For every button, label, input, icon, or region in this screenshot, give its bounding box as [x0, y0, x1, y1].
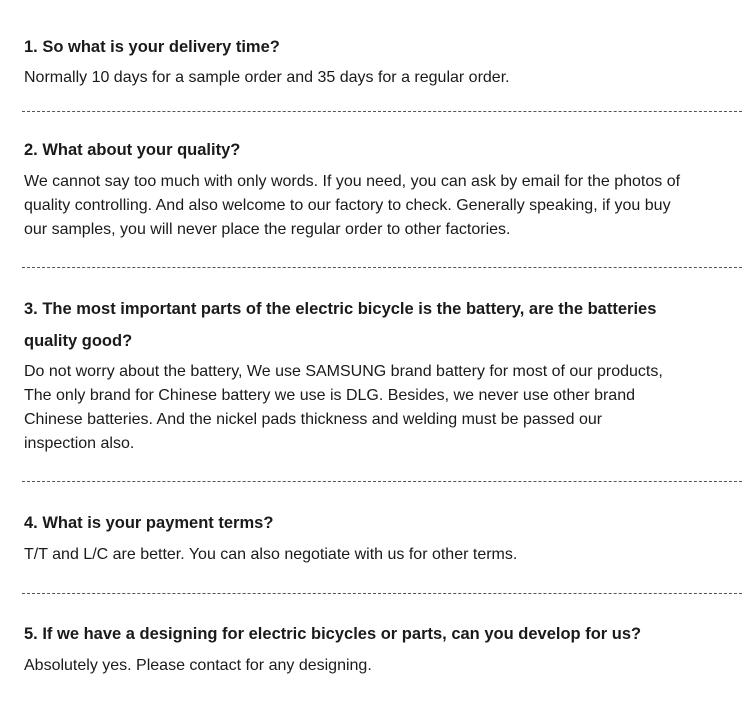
faq-question-2: 2. What about your quality? — [24, 141, 241, 159]
faq-question-3: 3. The most important parts of the electric bicycle is the battery, are the batteries quality good? — [24, 300, 657, 350]
faq-question-5: 5. If we have a designing for electric bicycles or parts, can you develop for us? — [24, 625, 642, 643]
faq-answer-4: T/T and L/C are better. You can also negotiate with us for other terms. — [24, 546, 518, 563]
faq-answer-2: We cannot say too much with only words. If you need, you can ask by email for the photos of quality controlling. And also welcome to our factory to check. Generally speaking, if you buy our samples, you will never place the regular order to other factories. — [24, 173, 681, 238]
faq-answer-3: Do not worry about the battery, We use SAMSUNG brand battery for most of our products, The only brand for Chinese battery we use is DLG. Besides, we never use other brand Chinese batteries. And the nickel pads thickness and welding must be passed our inspection also. — [24, 363, 663, 452]
faq-question-1: 1. So what is your delivery time? — [24, 38, 280, 56]
divider — [22, 267, 742, 268]
divider — [22, 593, 742, 594]
faq-answer-1: Normally 10 days for a sample order and 35 days for a regular order. — [24, 69, 510, 86]
divider — [22, 111, 742, 112]
divider — [22, 481, 742, 482]
faq-answer-5: Absolutely yes. Please contact for any designing. — [24, 657, 372, 674]
faq-question-4: 4. What is your payment terms? — [24, 514, 274, 532]
